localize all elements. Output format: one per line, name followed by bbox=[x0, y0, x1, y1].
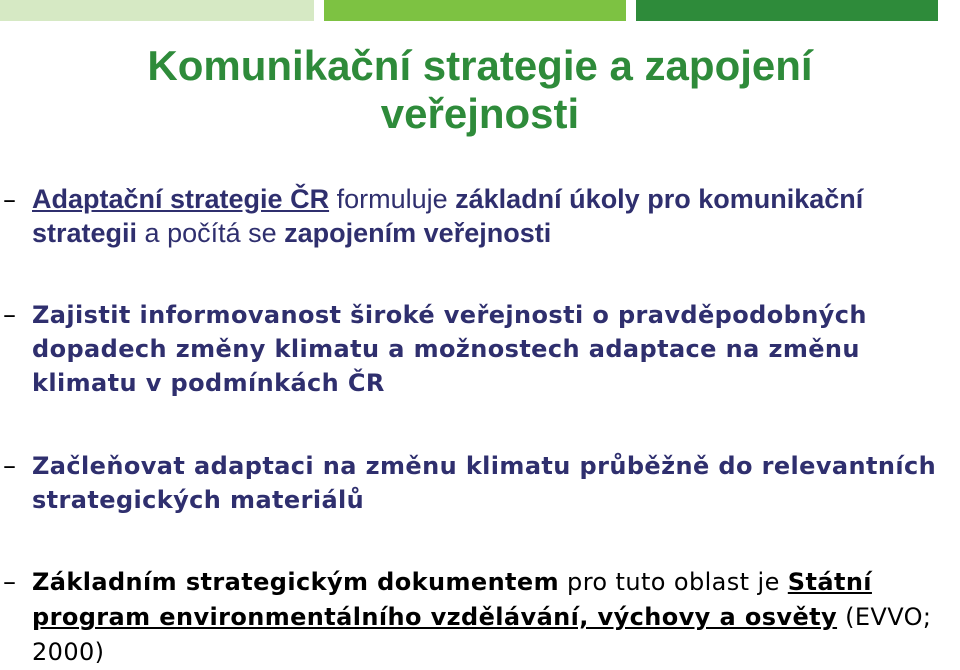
header-bar-dark bbox=[636, 0, 938, 21]
bullet-text-segment: (EVVO; 2000) bbox=[32, 603, 932, 666]
bullet-text-bold-segment: Základním strategickým dokumentem bbox=[32, 568, 560, 596]
adaptation-strategy-link[interactable]: Adaptační strategie ČR bbox=[32, 184, 330, 214]
bullet-text-4 bbox=[32, 565, 958, 670]
header-bar-medium bbox=[324, 0, 626, 21]
bullet-dash: – bbox=[3, 451, 16, 481]
evvo-program-link[interactable]: Státní program environmentálního vzdělávání, výchovy a osvěty bbox=[32, 568, 872, 631]
bullet-text-1 bbox=[32, 182, 958, 250]
bullet-item-1 bbox=[0, 182, 958, 250]
bullet-item-4 bbox=[0, 565, 958, 670]
bullet-text-2: Zajistit informovanost široké veřejnosti o pravděpodobných dopadech změny klimatu a možnostech adaptace na změnu klimatu v podmínkách ČR bbox=[32, 301, 867, 397]
slide-title bbox=[0, 42, 960, 138]
bullet-text-segment: formuluje bbox=[329, 184, 456, 214]
slide-title-line2: veřejnosti bbox=[380, 90, 580, 137]
bullet-item-2 bbox=[0, 298, 958, 400]
slide-title-line1: Komunikační strategie a zapojení bbox=[147, 42, 813, 89]
bullet-text-segment: a počítá se bbox=[137, 218, 285, 248]
bullet-dash: – bbox=[3, 567, 16, 597]
bullet-item-3 bbox=[0, 449, 958, 517]
bullet-dash: – bbox=[3, 300, 16, 330]
header-bar-light bbox=[0, 0, 314, 21]
bullet-text-segment: pro tuto oblast je bbox=[559, 568, 788, 596]
bullet-text-3: Začleňovat adaptaci na změnu klimatu průběžně do relevantních strategických materiálů bbox=[32, 452, 937, 514]
bullet-text-bold-segment: základní úkoly pro komunikační strategii bbox=[32, 184, 864, 248]
bullet-text-bold-segment: zapojením veřejnosti bbox=[284, 218, 552, 248]
bullet-dash: – bbox=[3, 185, 16, 215]
